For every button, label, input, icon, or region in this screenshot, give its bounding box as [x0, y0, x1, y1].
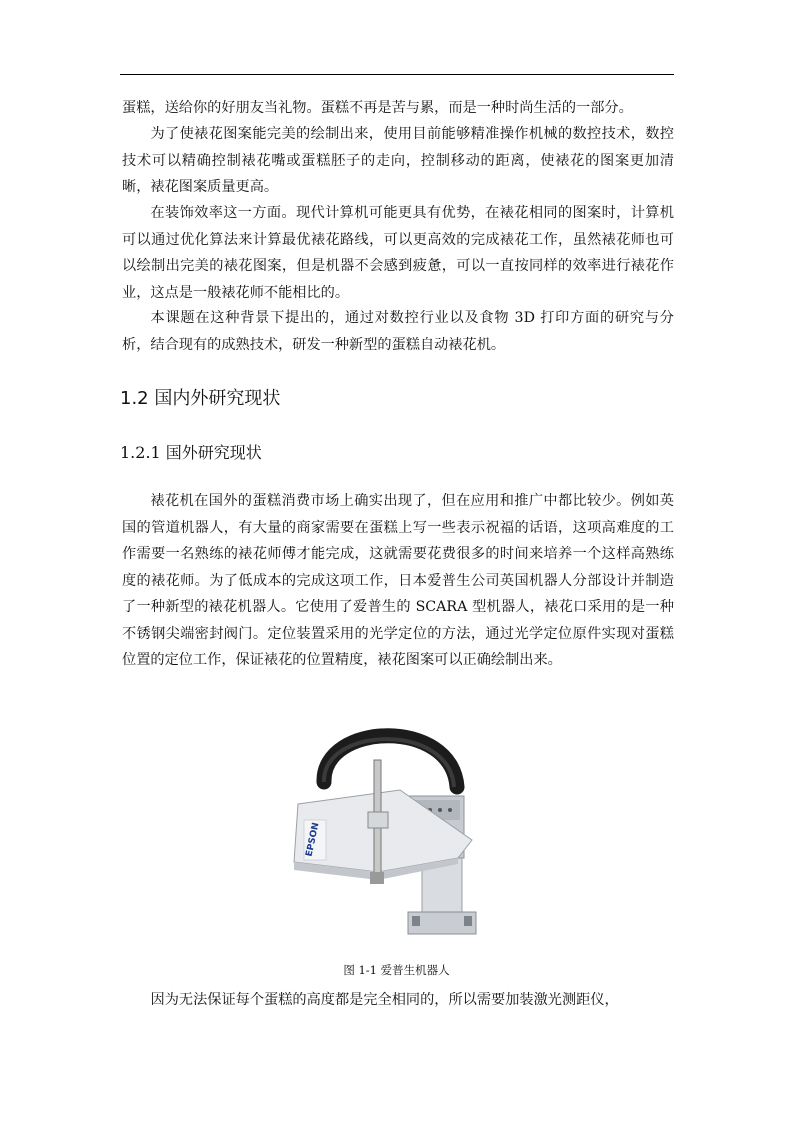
paragraph-5: 裱花机在国外的蛋糕消费市场上确实出现了，但在应用和推广中都比较少。例如英国的管道机器人，有大量的商家需要在蛋糕上写一些表示祝福的话语，这项高难度的工作需要一名熟练的裱花师傅才能完成，这就需要花费很多的时间来培养一个这样高熟练度的裱花师。为了低成本的完成这项工作，日本爱普生公司英国机器人分部设计并制造了一种新型的裱花机器人。它使用了爱普生的 SCARA 型机器人，裱花口采用的是一种不锈钢尖端密封阀门。定位装置采用的光学定位的方法，通过光学定位原件实现对蛋糕位置的定位工作，保证裱花的位置精度，裱花图案可以正确绘制出来。	[122, 493, 674, 668]
epson-robot-figure	[282, 712, 514, 944]
paragraph-6: 因为无法保证每个蛋糕的高度都是完全相同的，所以需要加装激光测距仪，	[150, 992, 619, 1008]
paragraph-3: 在装饰效率这一方面。现代计算机可能更具有优势，在裱花相同的图案时，计算机可以通过优化算法来计算最优裱花路线，可以更高效的完成裱花工作，虽然裱花师也可以绘制出完美的裱花图案，但是机器不会感到疲惫，可以一直按同样的效率进行裱花作业，这点是一般裱花师不能相比的。	[122, 205, 674, 301]
header-rule	[120, 74, 674, 75]
epson-logo: EPSON	[304, 821, 322, 858]
subsection-heading: 1.2.1 国外研究现状	[120, 443, 262, 462]
paragraph-1: 蛋糕，送给你的好朋友当礼物。蛋糕不再是苦与累，而是一种时尚生活的一部分。	[122, 100, 633, 116]
section-heading: 1.2 国内外研究现状	[120, 388, 281, 409]
paragraph-4: 本课题在这种背景下提出的，通过对数控行业以及食物 3D 打印方面的研究与分析，结合现有的成熟技术，研发一种新型的蛋糕自动裱花机。	[122, 310, 674, 353]
paragraph-2: 为了使裱花图案能完美的绘制出来，使用目前能够精准操作机械的数控技术，数控技术可以精确控制裱花嘴或蛋糕胚子的走向，控制移动的距离，使裱花的图案更加清晰，裱花图案质量更高。	[122, 126, 674, 195]
robot-illustration	[282, 712, 514, 944]
figure-caption: 图 1-1 爱普生机器人	[343, 963, 450, 977]
